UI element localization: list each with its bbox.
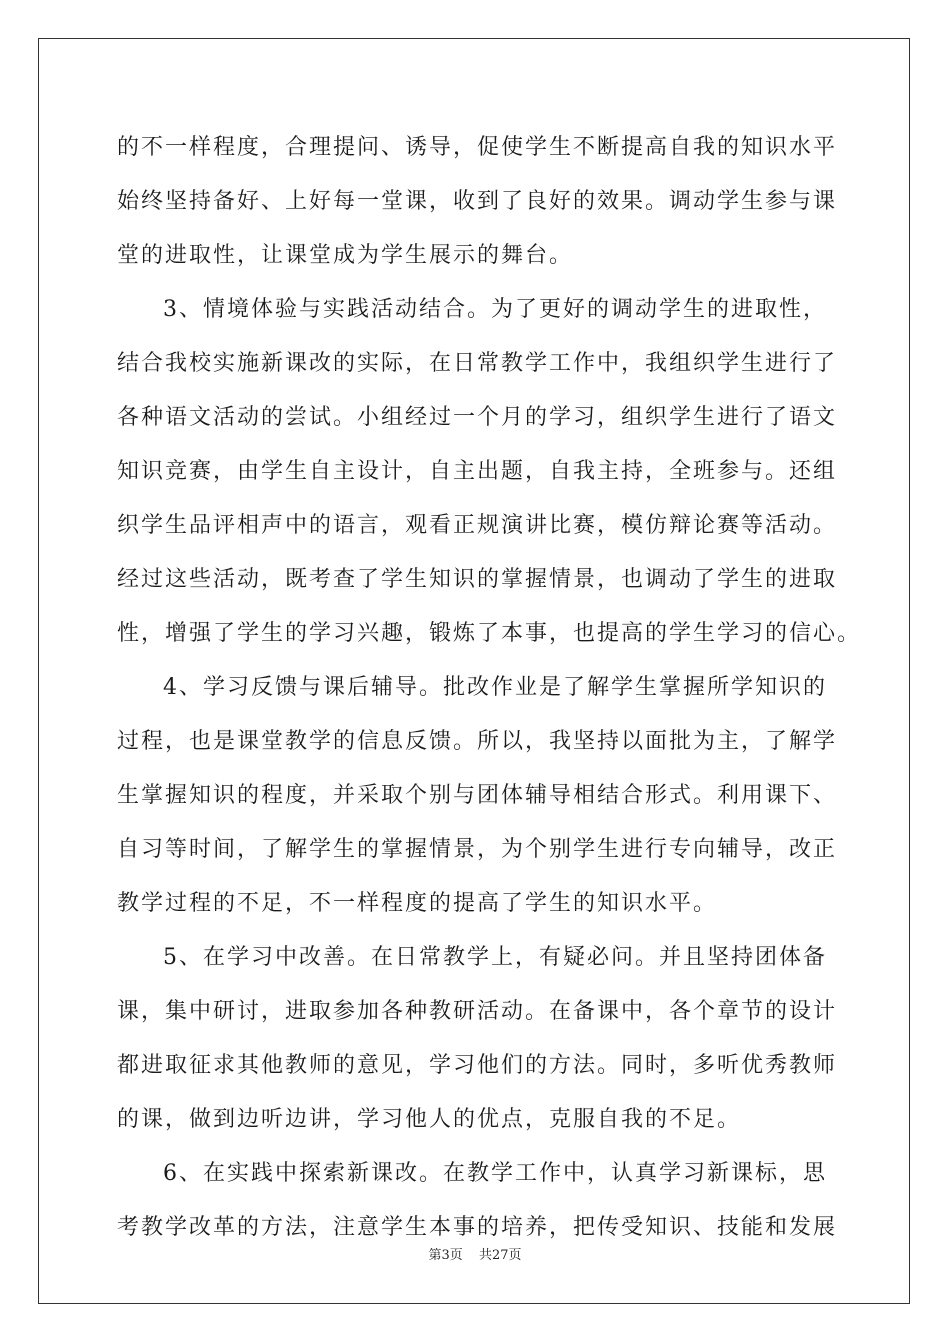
document-body xyxy=(117,121,862,1255)
text-line: 6、在实践中探索新课改。在教学工作中，认真学习新课标，思 xyxy=(163,1161,827,1186)
page-number: 第3页 xyxy=(428,1248,463,1263)
text-line: 都进取征求其他教师的意见，学习他们的方法。同时，多听优秀教师 xyxy=(117,1053,838,1078)
page-footer xyxy=(0,1244,950,1263)
text-line: 过程，也是课堂教学的信息反馈。所以，我坚持以面批为主，了解学 xyxy=(117,729,838,754)
text-line: 课，集中研讨，进取参加各种教研活动。在备课中，各个章节的设计 xyxy=(117,999,838,1024)
text-line: 5、在学习中改善。在日常教学上，有疑必问。并且坚持团体备 xyxy=(163,945,827,970)
text-line: 结合我校实施新课改的实际，在日常教学工作中，我组织学生进行了 xyxy=(117,351,838,376)
text-line: 知识竞赛，由学生自主设计，自主出题，自我主持，全班参与。还组 xyxy=(117,459,838,484)
text-line: 3、情境体验与实践活动结合。为了更好的调动学生的进取性， xyxy=(163,297,827,322)
text-line: 的不一样程度，合理提问、诱导，促使学生不断提高自我的知识水平 xyxy=(117,135,838,160)
text-line: 的课，做到边听边讲，学习他人的优点，克服自我的不足。 xyxy=(117,1107,742,1132)
text-line: 教学过程的不足，不一样程度的提高了学生的知识水平。 xyxy=(117,891,718,916)
text-line: 自习等时间，了解学生的掌握情景，为个别学生进行专向辅导，改正 xyxy=(117,837,838,862)
text-line: 各种语文活动的尝试。小组经过一个月的学习，组织学生进行了语文 xyxy=(117,405,838,430)
text-line: 考教学改革的方法，注意学生本事的培养，把传受知识、技能和发展 xyxy=(117,1215,838,1240)
text-line: 4、学习反馈与课后辅导。批改作业是了解学生掌握所学知识的 xyxy=(163,675,827,700)
text-line: 经过这些活动，既考查了学生知识的掌握情景，也调动了学生的进取 xyxy=(117,567,838,592)
text-line: 始终坚持备好、上好每一堂课，收到了良好的效果。调动学生参与课 xyxy=(117,189,838,214)
text-line: 性，增强了学生的学习兴趣，锻炼了本事，也提高的学生学习的信心。 xyxy=(117,621,862,646)
total-pages: 共27页 xyxy=(478,1248,522,1263)
text-line: 织学生品评相声中的语言，观看正规演讲比赛，模仿辩论赛等活动。 xyxy=(117,513,838,538)
text-line: 堂的进取性，让课堂成为学生展示的舞台。 xyxy=(117,243,574,268)
text-line: 生掌握知识的程度，并采取个别与团体辅导相结合形式。利用课下、 xyxy=(117,783,838,808)
